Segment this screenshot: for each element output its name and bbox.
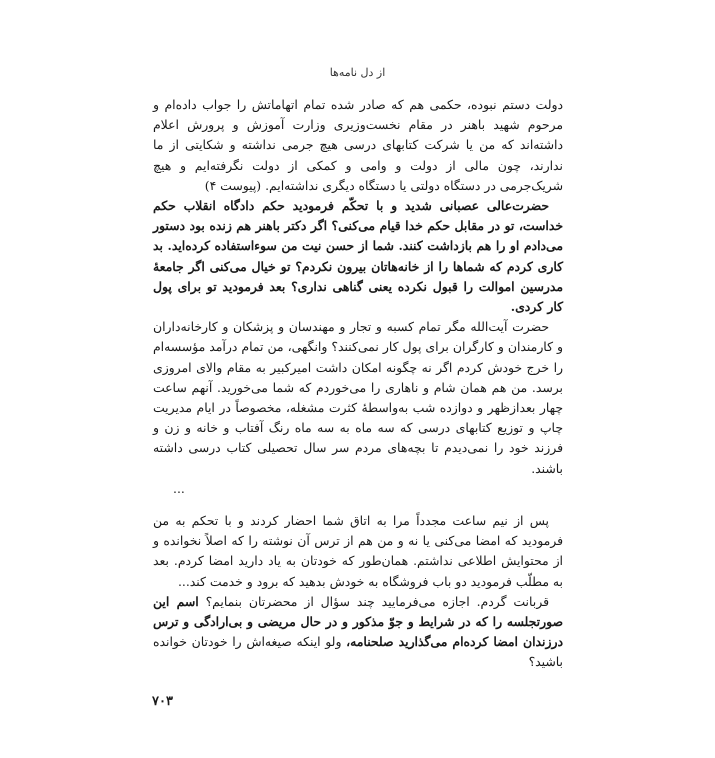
paragraph-gap xyxy=(153,499,563,511)
paragraph-1: دولت دستم نبوده، حکمی هم که صادر شده تمام اتهاماتش را جواب دادەام و مرحوم شهید باهنر در مقام نخست‌وزیری وزارت آموزش و پرورش اعلام داشته‌اند که من یا شرکت کتابهای درسی هیچ جرمی نداشته و شکایتی از ما ندارند، چون مالی از دولت و وامی و کمکی از دولت نگرفته‌ایم و هیچ شریک‌جرمی در دستگاه دولتی یا دستگاه دیگری نداشته‌ایم. (پیوست ۴) xyxy=(153,97,563,193)
paragraph-5-segment-2-bold: اسم این صورتجلسه را که در شرایط و جوّ مذکور و در حال مریضی و بی‌ارادگی و ترس درزندان امضا کرده‌ام می‌گذارید صلحنامه، xyxy=(153,593,563,650)
paragraph-3: حضرت آیت‌الله مگر تمام کسبه و تجار و مهندسان و پزشکان و کارخانه‌داران و کارمندان و کارگران برای پول کار نمی‌کنند؟ وانگهی، من تمام درآمد مؤسسه‌ام را خرج خودش کردم اگر نه چگونه امکان داشت امیرکبیر به مقام والای امروزی برسد. من هم همان شام و ناهاری را می‌خوردم که شما می‌خورید. آنهم ساعت چهار بعدازظهر و دوازده شب به‌واسطهٔ کثرت مشغله، مخصوصاً در ایام مدیریت چاپ و توزیع کتابهای درسی که سه ماه به سه ماه رنگ آفتاب و خانه و زن و فرزند خود را نمی‌دیدم تا بچه‌های مردم سر سال تحصیلی کتاب درسی داشته باشند. xyxy=(153,319,563,476)
body-text xyxy=(153,95,563,673)
page-number: ۷۰۳ xyxy=(152,694,173,709)
paragraph-4: پس از نیم ساعت مجدداً مرا به اتاق شما احضار کردند و با تحکم به من فرمودید که امضا می‌کنی یا نه و من هم از ترس آن نوشته را که اصلاً نخوانده و از محتوایش اطلاعی نداشتم. همان‌طور که خودتان به یاد دارید امضا کردم. بعد به مطلّب فرمودید دو باب فروشگاه به خودش بدهید که برود و خدمت کند... xyxy=(153,513,563,589)
omission-ellipsis: ... xyxy=(173,480,185,496)
running-head: از دل نامه‌ها xyxy=(329,66,386,79)
paragraph-5 xyxy=(153,592,563,673)
paragraph-5-segment-1: قربانت گردم. اجازه می‌فرمایید چند سؤال از محضرتان بنمایم؟ xyxy=(198,593,549,609)
paragraph-5-segment-3: ولو اینکه صیغه‌اش را خودتان خوانده باشید؟ xyxy=(153,634,563,670)
paragraph-2-bold: حضرت‌عالی عصبانی شدید و با تحکّم فرمودید حکم دادگاه انقلاب حکم خداست، تو در مقابل حکم خدا قیام می‌کنی؟ اگر دکتر باهنر هم زنده بود دستور می‌دادم او را هم بازداشت کنند. شما از حسن نیت من سوءاستفاده کرده‌اید. بد کاری کردم که شماها را از خانه‌هاتان بیرون نکردم؟ تو خیال می‌کنی اگر جامعهٔ مدرسین اموالت را قبول نکرده یعنی گناهی نداری؟ بعد فرمودید تو برای پول کار کردی. xyxy=(153,198,563,315)
